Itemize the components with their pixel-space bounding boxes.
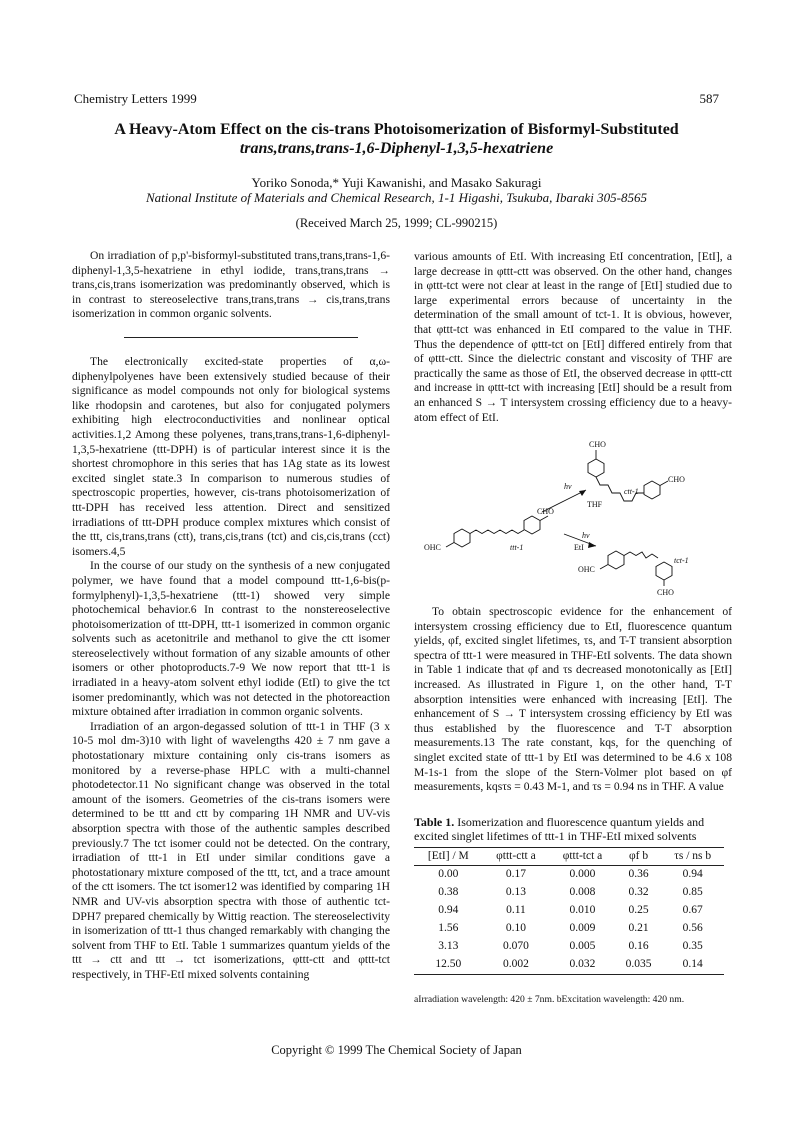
table-cell: 0.000 (569, 868, 596, 880)
table-cell: 0.14 (661, 956, 724, 975)
spectroscopy-paragraph: To obtain spectroscopic evidence for the enhancement of intersystem crossing efficiency due to EtI, fluorescence quantum yields, φf, excited singlet lifetimes, τs, and T-T transient absorption spectra of ttt-1 were measured in THF-EtI solvents. The data shown in Table 1 indicate that φf and τs decreased monotonically as [EtI] increased. As illustrated in Figure 1, on the other hand, T-T absorption intensities were enhanced with increasing [EtI]. The enhancement of S → T intersystem crossing efficiency by EtI was thus established by the fluorescence and T-T absorption measurements.13 The rate constant, kqs, for the quenching of singlet excited state of ttt-1 by EtI was determined to be 4.6 x 108 M-1s-1 from the slope of the Stern-Volmer plot based on φf measurements, kqsτs = 0.43 M-1, and τs = 0.94 ns in THF. A value (414, 605, 732, 794)
eti-label: EtI (574, 543, 584, 552)
table-cell: 0.21 (628, 922, 649, 934)
table-header: φttt-ctt a (483, 848, 550, 866)
table-row (414, 902, 724, 920)
table-cell: 0.38 (438, 886, 459, 898)
table-caption-label: Table 1. (414, 815, 455, 829)
thf-label: THF (587, 500, 603, 509)
tct-formyl-bottom: CHO (657, 588, 674, 597)
table-cell: 0.10 (505, 922, 526, 934)
ctt-label: ctt-1 (624, 487, 639, 496)
tct-ring-bottom (656, 562, 672, 580)
reaction-scheme (414, 436, 732, 600)
table-header-row (414, 848, 724, 866)
table-cell: 0.13 (505, 886, 526, 898)
table-caption-text: Isomerization and fluorescence quantum yields and excited singlet lifetimes of ttt-1 in THF-EtI mixed solvents (414, 815, 705, 843)
table-cell: 0.008 (569, 886, 596, 898)
received-date: (Received March 25, 1999; CL-990215) (295, 216, 498, 230)
table-row (414, 884, 724, 902)
right-column-top (414, 250, 732, 425)
tct-hexatriene (624, 552, 658, 558)
table-cell: 0.36 (628, 868, 649, 880)
hv-label-2: hν (582, 531, 590, 540)
table-cell: 0.035 (616, 956, 662, 975)
copyright-notice: Copyright © 1999 The Chemical Society of Japan (271, 1043, 522, 1057)
table-cell: 0.16 (628, 940, 649, 952)
abstract-divider (124, 337, 358, 338)
affiliation: National Institute of Materials and Chemical Research, 1-1 Higashi, Tsukuba, Ibaraki 305-8565 (146, 190, 647, 205)
table-cell: 0.17 (505, 868, 526, 880)
authors: Yoriko Sonoda,* Yuji Kawanishi, and Masako Sakuragi (251, 175, 542, 190)
table-row (414, 866, 724, 885)
page-number: 587 (699, 91, 719, 106)
table-cell: 0.94 (682, 868, 703, 880)
table-cell: 0.009 (569, 922, 596, 934)
table-cell: 0.25 (628, 904, 649, 916)
table-cell: 0.002 (483, 956, 550, 975)
left-column (72, 355, 390, 983)
table-cell: 0.32 (628, 886, 649, 898)
results-paragraph: various amounts of EtI. With increasing EtI concentration, [EtI], a large decrease in φttt-ctt was observed. On the other hand, changes in φttt-tct were not clear at least in the range of [EtI] studied due to large experimental errors because of uncertainty in the determination of the small amount of tct-1. It is obvious, however, that φttt-tct was enhanced in EtI compared to the value in THF. Thus the dependence of φttt-tct on [EtI] differed entirely from that of φttt-ctt. Since the dielectric constant and viscosity of THF are practically the same as those of EtI, the observed decrease in φttt-ctt and increase in φttt-tct with increasing [EtI] should be a result from an enhanced S → T intersystem crossing efficiency due to a heavy-atom effect of EtI. (414, 250, 732, 424)
table-cell: 0.85 (682, 886, 703, 898)
right-column-bottom (414, 605, 732, 795)
tct-label: tct-1 (674, 556, 689, 565)
title-line-2: trans,trans,trans-1,6-Diphenyl-1,3,5-hexatriene (239, 140, 554, 157)
hv-label-1: hν (564, 482, 572, 491)
ttt-formyl-right: CHO (537, 507, 554, 516)
table-cell: 0.00 (438, 868, 459, 880)
abstract-text: On irradiation of p,p'-bisformyl-substituted trans,trans,trans-1,6-diphenyl-1,3,5-hexatriene in ethyl iodide, trans,trans,trans → trans,cis,trans isomerization was predominantly observed, which is in contrast to stereoselective trans,trans,trans → cis,trans,trans isomerization in common organic solvents. (72, 249, 390, 321)
table-caption (414, 815, 732, 843)
table-cell: 12.50 (414, 956, 483, 975)
ttt-label: ttt-1 (510, 543, 524, 552)
irradiation-paragraph: Irradiation of an argon-degassed solution of ttt-1 in THF (3 x 10-5 mol dm-3)10 with light of wavelengths 420 ± 7 nm gave a photostationary mixture containing only cis-trans isomers as monitored by a reverse-phase HPLC with a multi-channel photodetector.11 No significant change was observed in the total amount of the isomers. Geometries of the cis-trans isomers were determined to be ttt and ctt by comparing 1H NMR and UV-vis absorption spectra with those of the authentic samples described previously.7 The tct isomer could not be detected. On the contrary, irradiation of ttt-1 in EtI under similar conditions gave a photostationary mixture composed of the ttt, tct, and a trace amount of the ctt isomers. The tct isomer12 was identified by comparing 1H NMR and UV-vis absorption spectra with those of authentic tct-DPH7 prepared chemically by Wittig reaction. The stereoselectivity in isomerization of ttt-1 thus changed remarkably with changing the solvent from THF to EtI. Table 1 summarizes quantum yields of the ttt → ctt and ttt → tct isomerizations, φttt-ctt and φttt-tct respectively, in THF-EtI mixed solvents containing (72, 719, 390, 981)
table-cell: 0.94 (438, 904, 459, 916)
ctt-formyl-right: CHO (668, 475, 685, 484)
table-cell: 0.56 (682, 922, 703, 934)
table-cell: 0.005 (569, 940, 596, 952)
table-footnote: aIrradiation wavelength: 420 ± 7nm. bExcitation wavelength: 420 nm. (414, 994, 685, 1005)
ttt-ring-left (454, 529, 470, 547)
table-cell: 0.11 (506, 904, 526, 916)
article-title (60, 120, 733, 158)
table-cell: 0.070 (502, 940, 529, 952)
tct-formyl-left: OHC (578, 565, 595, 574)
scheme-structures (414, 436, 732, 600)
quantum-yield-table (414, 847, 724, 975)
table-header: [EtI] / M (414, 848, 483, 866)
table-cell: 0.032 (549, 956, 616, 975)
table-cell: 3.13 (438, 940, 459, 952)
table-cell: 1.56 (438, 922, 459, 934)
ctt-ring-right (644, 481, 660, 499)
tct-ring-left (608, 551, 624, 569)
table-header: φttt-tct a (549, 848, 616, 866)
ctt-formyl-top: CHO (589, 440, 606, 449)
table-cell: 0.010 (569, 904, 596, 916)
table-cell: 0.67 (682, 904, 703, 916)
ttt-formyl-left: OHC (424, 543, 441, 552)
abstract (72, 249, 390, 322)
title-line-1: A Heavy-Atom Effect on the cis-trans Photoisomerization of Bisformyl-Substituted (114, 121, 679, 138)
ctt-ring-top (588, 459, 604, 477)
table-row (414, 920, 724, 938)
ttt-hexatriene (470, 530, 524, 534)
table-row (414, 956, 724, 975)
table-header: φf b (616, 848, 662, 866)
table-cell: 0.35 (682, 940, 703, 952)
journal-name: Chemistry Letters 1999 (74, 91, 197, 106)
intro-paragraph: The electronically excited-state properties of α,ω-diphenylpolyenes have been extensively studied because of their significance as model compounds not only for biological systems like rhodopsin and carotenes, but also for conjugated polymers exhibiting high electroconductivities and nonlinear optical activities.1,2 Among these polyenes, trans,trans,trans-1,6-diphenyl-1,3,5-hexatriene (ttt-DPH) is of particular interest since it is the shortest chromophore in this series that has 1Ag state as its lowest excited singlet state.3 In comparison to numerous studies of spectroscopic properties, however, cis-trans photoisomerization of ttt-DPH has received less attention. Direct and sensitized irradiations of ttt-DPH produce complex mixtures which consist of the ttt, cis,trans,trans (ctt), trans,cis,trans (tct) and cis,cis,trans (cct) isomers.4,5 (72, 355, 390, 558)
table-row (414, 938, 724, 956)
study-paragraph: In the course of our study on the synthesis of a new conjugated polymer, we have found that a model compound ttt-1,6-bis(p-formylphenyl)-1,3,5-hexatriene (ttt-1) showed very simple photochemical behavior.6 In contrast to the nonstereoselective photoisomerization of ttt-DPH, ttt-1 isomerized in common organic solvents such as acetonitrile and methanol to give the ctt isomer stereoselectively without formation of any sizable amounts of other isomers or other photoproducts.7-9 We now report that ttt-1 is irradiated in a heavy-atom solvent ethyl iodide (EtI) to give the tct isomer predominantly, which was not detected in the photoreaction mixture obtained after irradiation in common organic solvents. (72, 559, 390, 719)
ttt-ring-right (524, 516, 540, 534)
table-header: τs / ns b (661, 848, 724, 866)
